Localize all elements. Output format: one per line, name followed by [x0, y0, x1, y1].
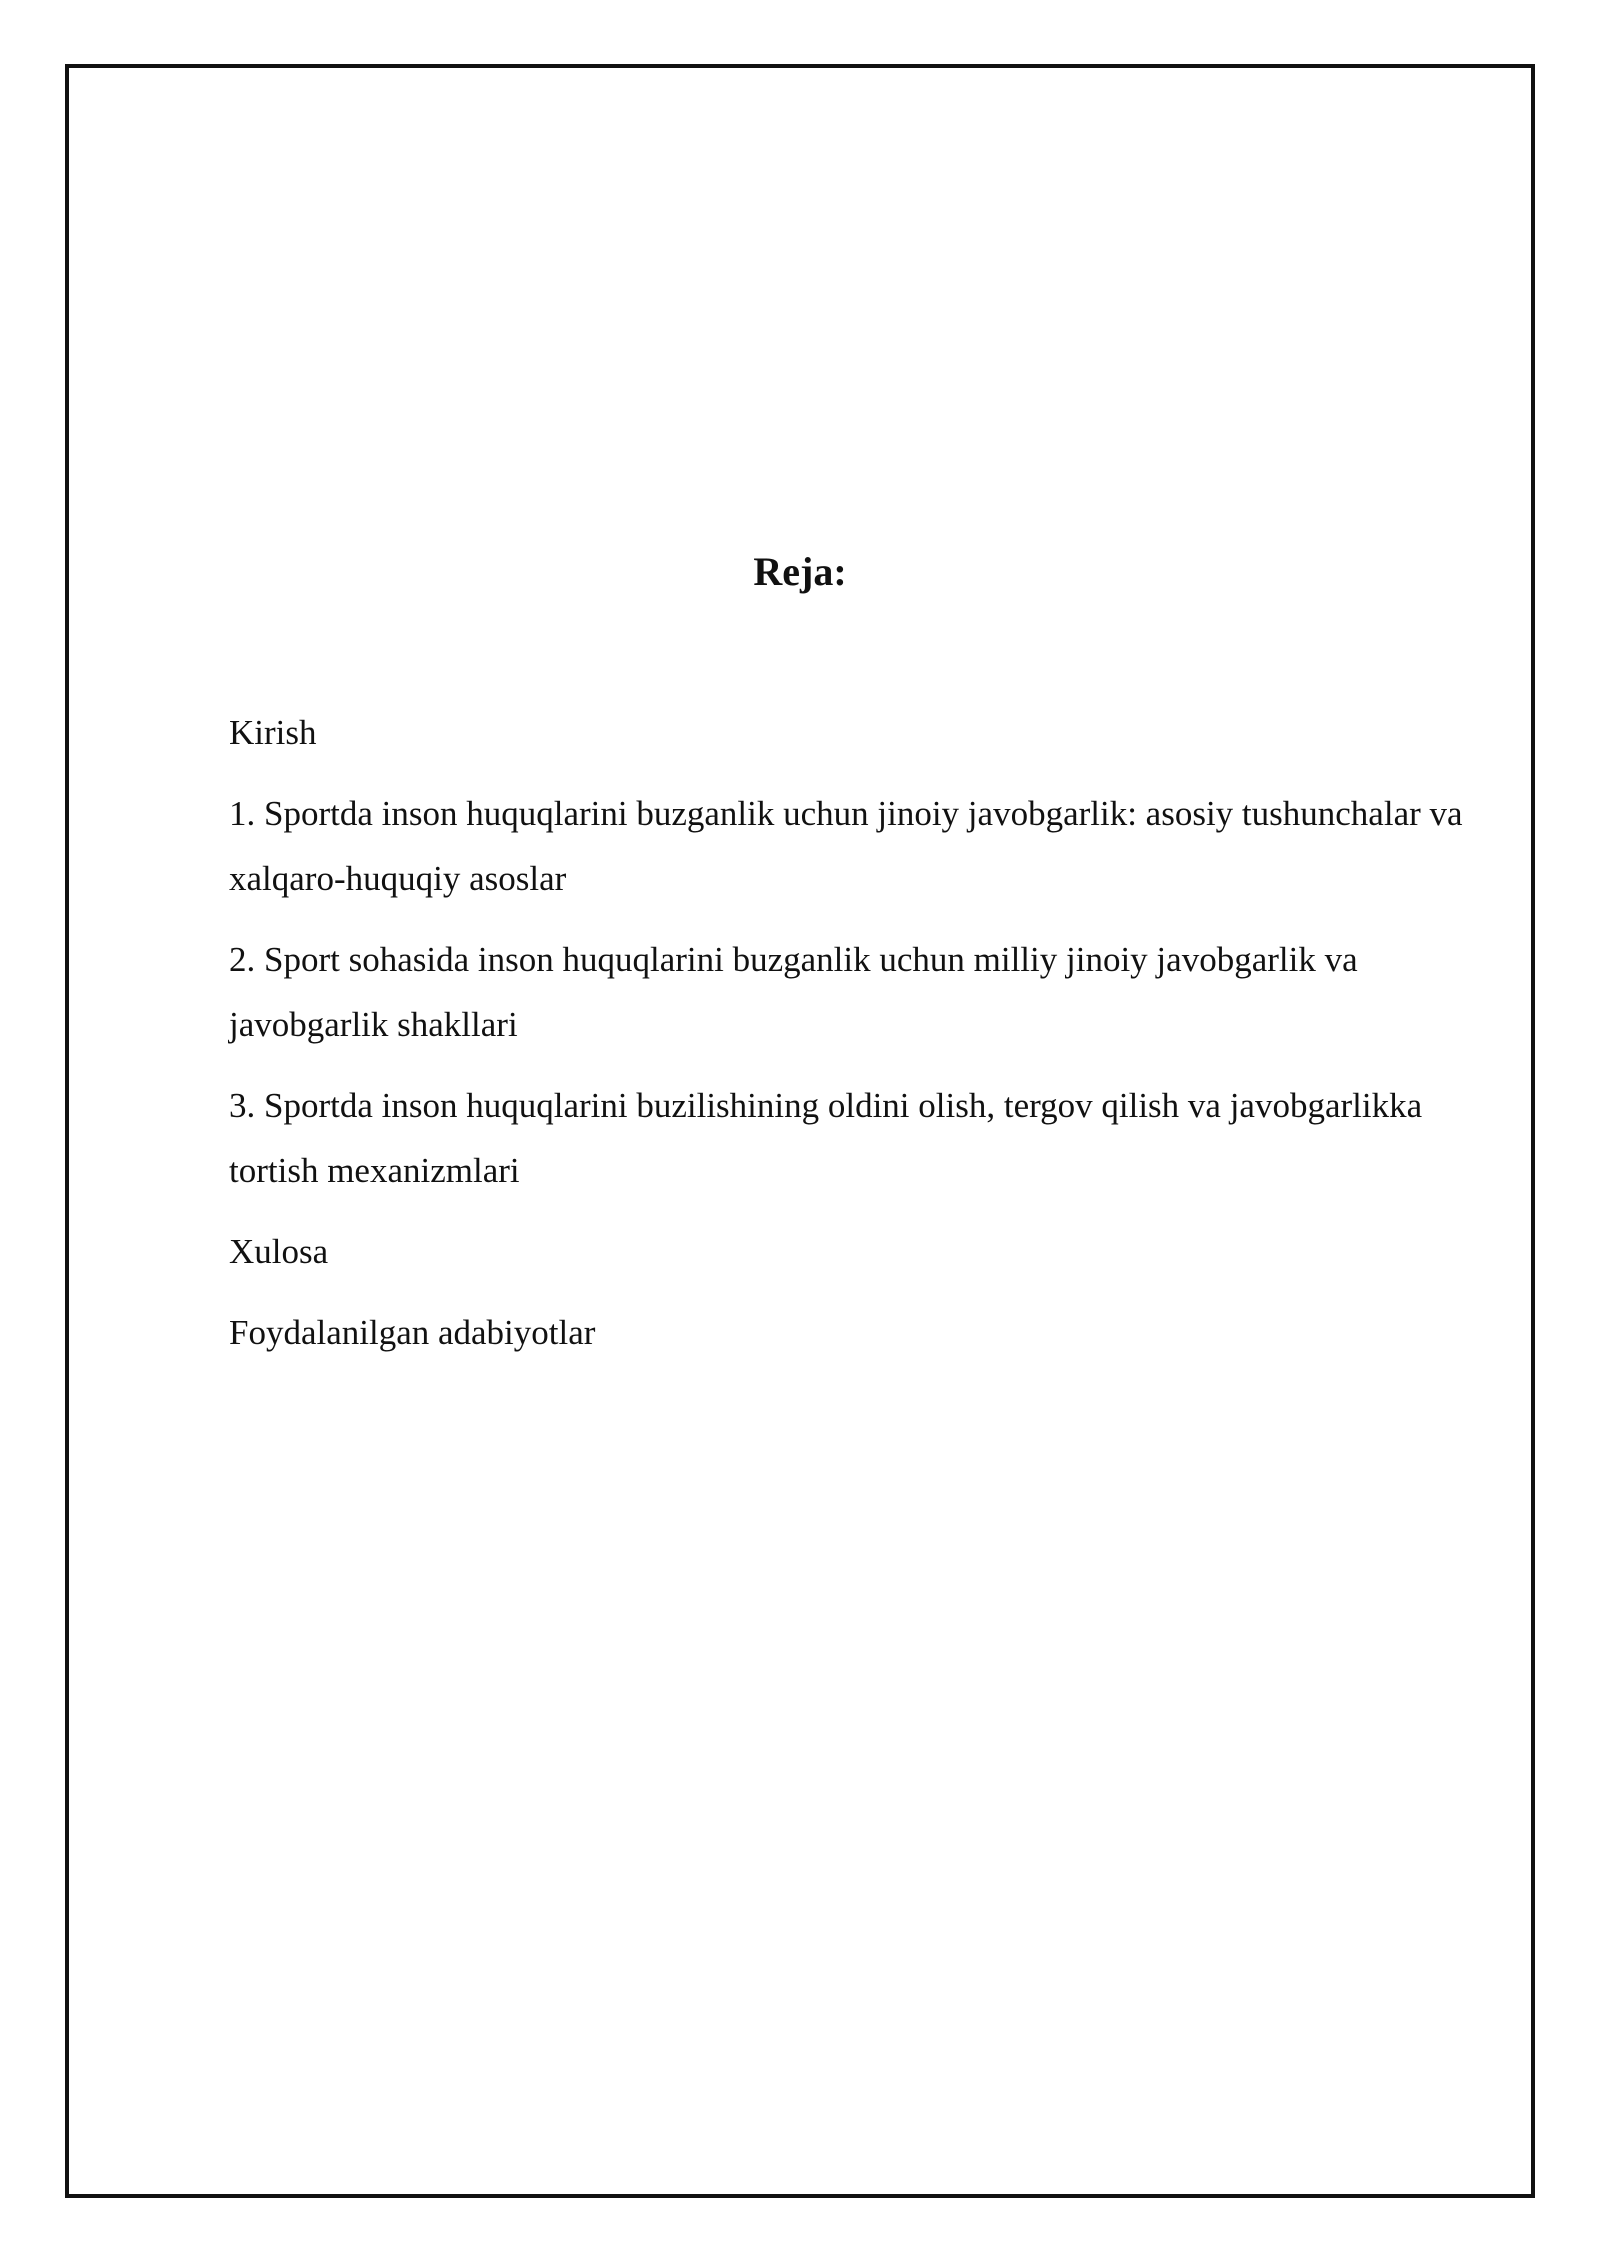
plan-item-2: 2. Sport sohasida inson huquqlarini buzganlik uchun milliy jinoiy javobgarlik va javobgarlik shakllari — [229, 940, 1358, 1044]
plan-item-conclusion: Xulosa — [229, 1232, 329, 1271]
page-title: Reja: — [753, 549, 847, 594]
plan-item-3: 3. Sportda inson huquqlarini buzilishining oldini olish, tergov qilish va javobgarlikka tortish mexanizmlari — [229, 1086, 1423, 1190]
plan-item-intro: Kirish — [229, 713, 317, 752]
plan-item-1: 1. Sportda inson huquqlarini buzganlik uchun jinoiy javobgarlik: asosiy tushunchalar va xalqaro-huquqiy asoslar — [229, 794, 1463, 898]
plan-list — [229, 700, 1469, 1381]
plan-item-references: Foydalanilgan adabiyotlar — [229, 1313, 596, 1352]
